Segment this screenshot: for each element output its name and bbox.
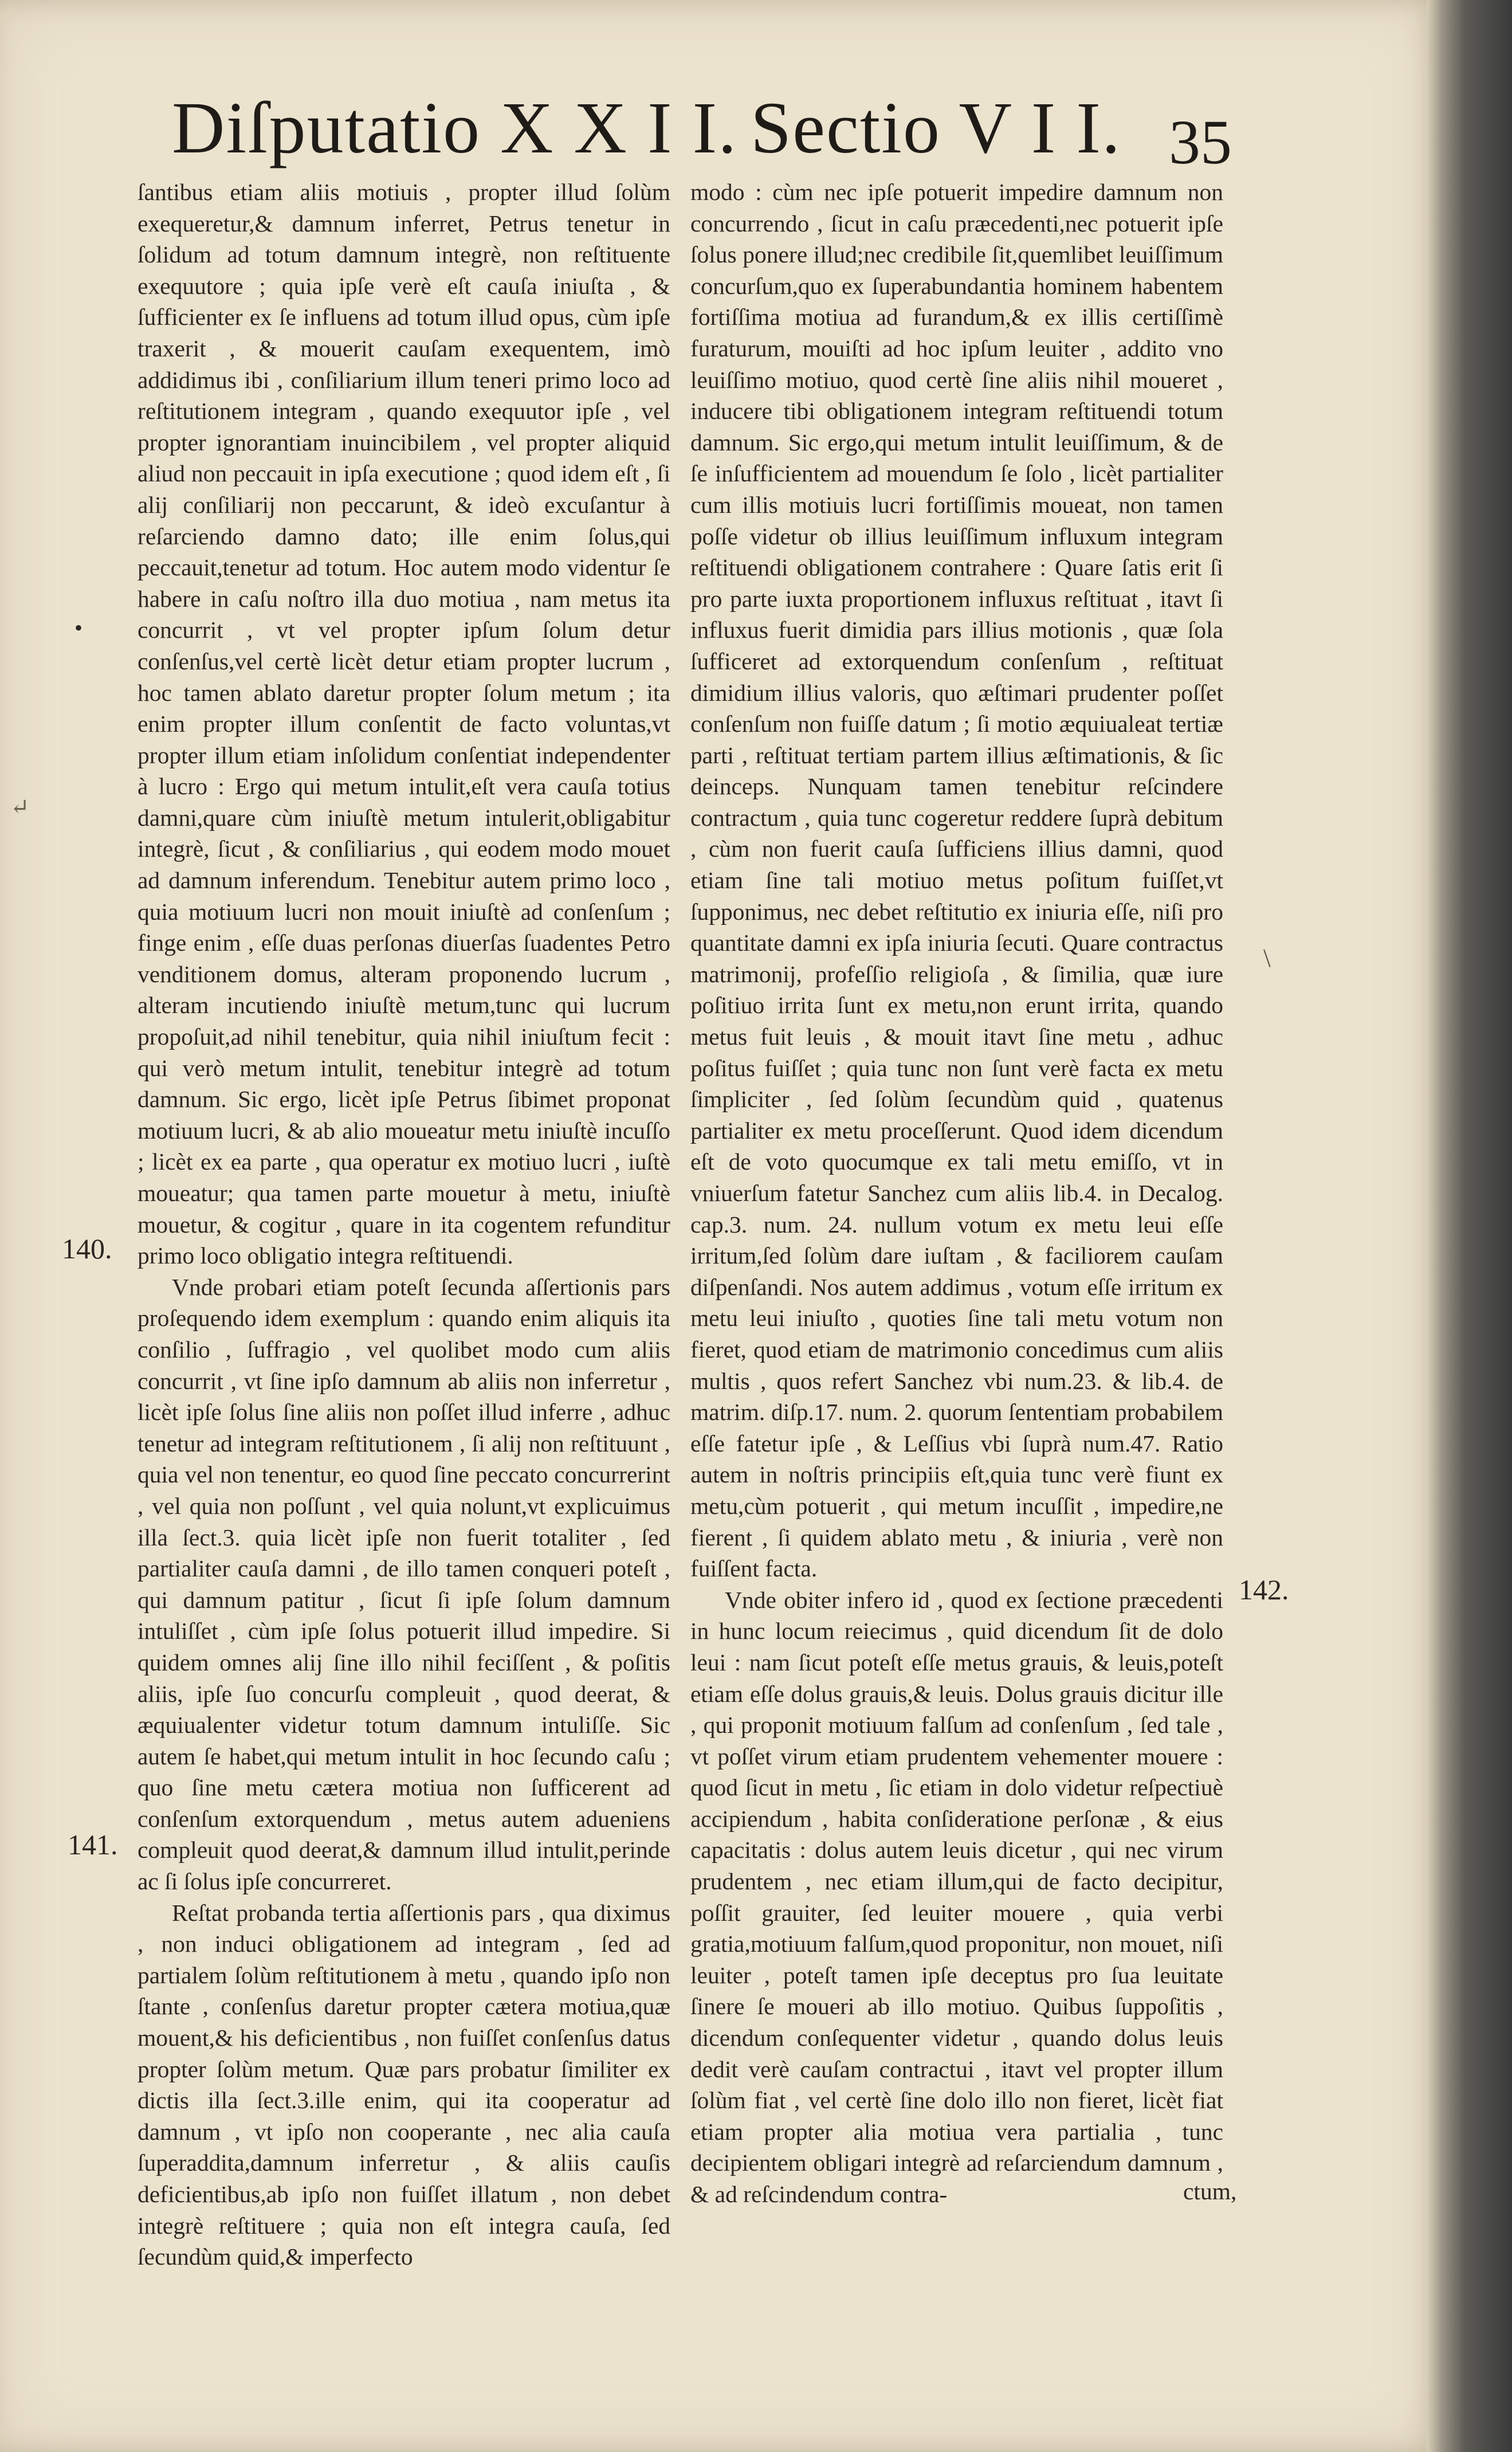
margin-number-140: 140. xyxy=(62,1233,112,1265)
paragraph-142: Vnde obiter infero id , quod ex ſectione præcedenti in hunc locum reiecimus , quid dicendum ſit de dolo leui : nam ſicut poteſt eſſe metus grauis, & leuis,poteſt etiam eſſe dolus grauis,& leuis. Dolus grauis dicitur ille , qui proponit motiuum falſum ad conſenſum , ſed tale , vt poſſet virum etiam prudentem vehementer mouere : quod ſicut in metu , ſic etiam in dolo videtur reſpectiuè accipiendum , habita conſideratione perſonæ , & eius capacitatis : dolus autem leuis dicetur , qui nec virum prudentem , nec etiam illum,qui de facto decipitur, poſſit grauiter, ſed leuiter mouere , quia verbi gratia,motiuum falſum,quod proponitur, non mouet, niſi leuiter , poteſt tamen ipſe deceptus pro ſua leuitate ſinere ſe moueri ab illo motiuo. Quibus ſuppoſitis , dicendum conſequenter videtur , quando dolus leuis dedit verè cauſam contractui , itavt vel propter illum ſolùm fiat , vel certè ſine dolo illo non fieret, licèt fiat etiam propter alia motiua vera partialia , tunc decipientem obligari integrè ad reſarciendum damnum , & ad reſcindendum contra- xyxy=(690,1586,1223,2207)
catchword: ctum, xyxy=(1183,2178,1237,2204)
running-head-disputatio: Diſputatio X X I I. xyxy=(172,87,738,168)
page-edge-shadow xyxy=(1427,0,1512,2452)
running-head-sectio: Sectio V I I. xyxy=(751,87,1121,168)
margin-number-141: 141. xyxy=(68,1829,118,1861)
paragraph-continued: ſantibus etiam aliis motiuis , propter illud ſolùm exequeretur,& damnum inferret, Petrus tenetur in ſolidum ad totum damnum integrè, non reſtituente exequutore ; quia ipſe verè eſt cauſa iniuſta , & ſufficienter ex ſe influens ad totum illud opus, cùm ipſe traxerit , & mouerit cauſam exequentem, imò addidimus ibi , conſiliarium illum teneri primo loco ad reſtitutionem integram , quando exequutor ipſe , vel propter ignorantiam inuincibilem , vel propter aliquid aliud non peccauit in ipſa executione ; quod idem eſt , ſi alij conſiliarij non peccarunt, & ideò excuſantur à reſarciendo damno dato; ille enim ſolus,qui peccauit,tenetur ad totum. Hoc autem modo videntur ſe habere in caſu noſtro illa duo motiua , nam metus ita concurrit , vt vel propter ipſum ſolum detur conſenſus,vel certè licèt detur etiam propter lucrum , hoc tamen ablato daretur propter ſolum metum ; ita enim propter illum conſentit de facto voluntas,vt propter illum etiam inſolidum conſentiat independenter à lucro : Ergo qui metum intulit,eſt vera cauſa totius damni,quare cùm iniuſtè metum intulerit,obligabitur integrè, ſicut , & conſiliarius , qui eodem modo mouet ad damnum inferendum. Tenebitur autem primo loco , quia motiuum lucri non mouit iniuſtè ad conſenſum ; finge enim , eſſe duas perſonas diuerſas ſuadentes Petro venditionem domus, alteram proponendo lucrum , alteram incutiendo iniuſtè metum,tunc qui lucrum propoſuit,ad nihil tenebitur, quia nihil iniuſtum fecit : qui verò metum intulit, tenebitur integrè ad totum damnum. Sic ergo, licèt ipſe Petrus ſibimet proponat motiuum lucri, & ab alio moueatur metu iniuſtè incuſſo ; licèt ex ea parte , qua operatur ex motiuo lucri , iuſtè moueatur; qua tamen parte mouetur à metu, iniuſtè mouetur, & cogitur , quare in ita cogentem refunditur primo loco obligatio integra reſtituendi. xyxy=(138,179,670,1269)
paragraph-continued-right: modo : cùm nec ipſe potuerit impedire damnum non concurrendo , ſicut in caſu præcedenti,nec potuerit ipſe ſolus ponere illud;nec credibile ſit,quemlibet leuiſſimum concurſum,quo ex ſuperabundantia hominem habentem fortiſſima motiua ad furandum,& ex illis certiſſimè furaturum, mouiſti ad hoc ipſum leuiter , addito vno leuiſſimo motiuo, quod certè ſine aliis nihil moueret , inducere tibi obligationem integram reſtituendi totum damnum. Sic ergo,qui metum intulit leuiſſimum, & de ſe inſufficientem ad mouendum ſe ſolo , licèt partialiter cum illis motiuis lucri fortiſſimis moueat, non tamen poſſe videtur ob illius leuiſſimum influxum integram reſtituendi obligationem contrahere : Quare ſatis erit ſi pro parte iuxta proportionem influxus reſtituat , itavt ſi influxus fuerit dimidia pars illius motionis , quæ ſola ſufficeret ad extorquendum conſenſum , reſtituat dimidium illius valoris, quo æſtimari prudenter poſſet conſenſum non fuiſſe datum ; ſi motio æquiualeat tertiæ parti , reſtituat tertiam partem illius æſtimationis, & ſic deinceps. Nunquam tamen tenebitur reſcindere contractum , quia tunc cogeretur reddere ſuprà debitum , cùm non fuerit cauſa ſufficiens illius damni, quod etiam ſine tali motiuo metus poſitum fuiſſet,vt ſupponimus, nec debet reſtitutio ex iniuria eſſe, niſi pro quantitate damni ex ipſa iniuria ſecuti. Quare contractus matrimonij, profeſſio religioſa , & ſimilia, quæ iure poſitiuo irrita ſunt ex metu,non erunt irrita, quando metus fuit leuis , & mouit itavt ſine metu , adhuc poſitus fuiſſet ; quia tunc non ſunt verè facta ex metu ſimpliciter , ſed ſolùm ſecundùm quid , quatenus partialiter ex metu proceſſerunt. Quod idem dicendum eſt de voto quocumque ex tali metu emiſſo, vt in vniuerſum fatetur Sanchez cum aliis lib.4. in Decalog. cap.3. num. 24. nullum votum ex metu leui eſſe irritum,ſed ſolùm dare iuſtam , & faciliorem cauſam diſpenſandi. Nos autem addimus , votum eſſe irritum ex metu leui iniuſto , quoties ſine tali metu votum non fieret, quod etiam de matrimonio concedimus cum aliis multis , quos refert Sanchez vbi num.23. & lib.4. de matrim. diſp.17. num. 2. quorum ſententiam probabilem eſſe fatetur ipſe , & Leſſius vbi ſuprà num.47. Ratio autem in noſtris principiis eſt,quia tunc verè fiunt ex metu,cùm potuerit , qui metum incuſſit , impedire,ne fierent , ſi quidem ablato metu , & iniuria , verè non fuiſſent facta. xyxy=(690,179,1223,1582)
right-column xyxy=(690,176,1223,2210)
paragraph-141: Reſtat probanda tertia aſſertionis pars , qua diximus , non induci obligationem ad integram , ſed ad partialem ſolùm reſtitutionem à metu , quando ipſo non ſtante , conſenſus daretur propter cætera motiua,quæ mouent,& his deficientibus , non fuiſſet conſenſus datus propter ſolùm metum. Quæ pars probatur ſimiliter ex dictis illa ſect.3.ille enim, qui ita cooperatur ad damnum , vt ipſo non cooperante , nec alia cauſa ſuperaddita,damnum inferretur , & aliis cauſis deficientibus,ab ipſo non fuiſſet illatum , non debet integrè reſtituere ; quia non eſt integra cauſa, ſed ſecundùm quid,& imperfecto xyxy=(138,1899,670,2270)
margin-number-142: 142. xyxy=(1239,1574,1289,1606)
margin-tick-mark: \ xyxy=(1263,943,1271,972)
page-number: 35 xyxy=(1169,107,1232,177)
margin-dot-mark: • xyxy=(74,615,83,641)
margin-bleed-mark: ↵ xyxy=(10,794,30,820)
left-column xyxy=(138,176,670,2273)
running-head xyxy=(172,86,1260,183)
paragraph-140: Vnde probari etiam poteſt ſecunda aſſertionis pars proſequendo idem exemplum : quando enim aliquis ita conſilio , ſuffragio , vel quolibet modo cum aliis concurrit , vt ſine ipſo damnum ab aliis non inferretur , licèt ipſe ſolus ſine aliis non poſſet illud inferre , adhuc tenetur ad integram reſtitutionem , ſi alij non reſtituunt , quia vel non tenentur, eo quod ſine peccato concurrerint , vel quia non poſſunt , vel quia nolunt,vt explicuimus illa ſect.3. quia licèt ipſe non fuerit totaliter , ſed partialiter cauſa damni , de illo tamen conqueri poteſt , qui damnum patitur , ſicut ſi ipſe ſolum damnum intuliſſet , cùm ipſe ſolus potuerit illud impedire. Si quidem omnes alij ſine illo nihil feciſſent , & poſitis aliis, ipſe ſuo concurſu compleuit , quod deerat, & æquiualenter videtur totum damnum intuliſſe. Sic autem ſe habet,qui metum intulit in hoc ſecundo caſu ; quo ſine metu cætera motiua non ſufficerent ad conſenſum extorquendum , metus autem adueniens compleuit quod deerat,& damnum illud intulit,perinde ac ſi ſolus ipſe concurreret. xyxy=(138,1273,670,1895)
